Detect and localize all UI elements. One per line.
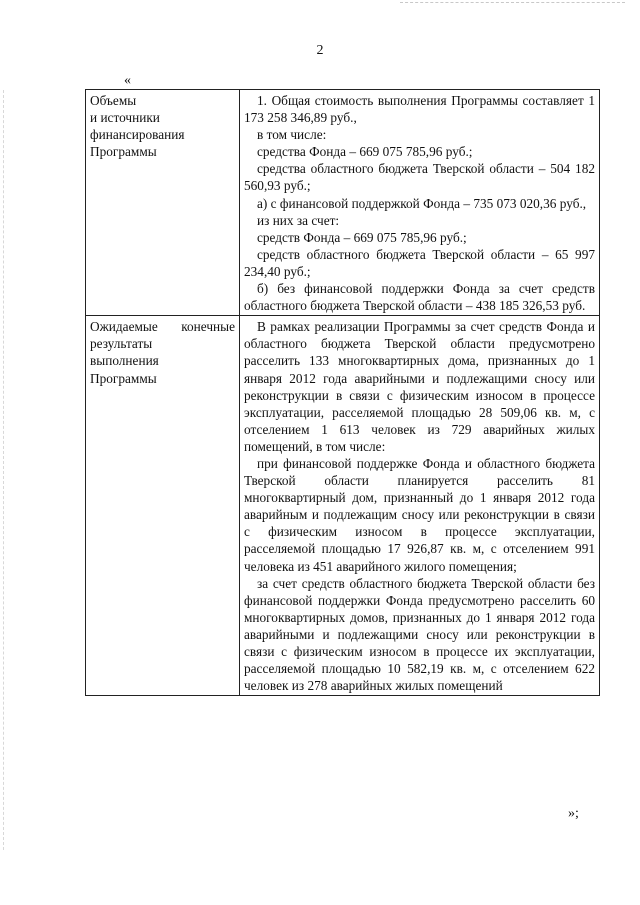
label-line: Программы — [90, 144, 157, 160]
scan-edge-left — [3, 90, 4, 850]
value-cell-financing — [240, 90, 600, 316]
label-line: Программы — [90, 370, 157, 386]
label-line: Ожидаемые конечные — [90, 319, 235, 335]
label-line: Объемы — [90, 93, 137, 108]
label-cell-financing — [86, 90, 240, 316]
paragraph: В рамках реализации Программы за счет средств Фонда и областного бюджета Тверской области предусмотрено расселить 133 многоквартирных дома, признанных до 1 января 2012 года аварийными и подлежащими сносу или реконструкции в связи с физическим износом в процессе эксплуатации, расселяемой площадью 28 509,06 кв. м, с отселением 1 613 человек из 729 аварийных жилых помещений, в том числе: — [244, 319, 595, 454]
paragraph: средств Фонда – 669 075 785,96 руб.; — [257, 229, 467, 245]
label-line: результаты — [90, 336, 153, 352]
paragraph: из них за счет: — [257, 212, 340, 228]
table-row-financing — [86, 90, 600, 316]
label-line: и источники — [90, 110, 160, 126]
label-cell-results — [86, 316, 240, 696]
paragraph: средства Фонда – 669 075 785,96 руб.; — [257, 144, 473, 160]
opening-quote-mark: « — [124, 73, 131, 88]
label-line: выполнения — [90, 353, 159, 369]
program-passport-table — [85, 89, 600, 696]
paragraph: средств областного бюджета Тверской области – 65 997 234,40 руб.; — [244, 246, 595, 279]
table-row-results — [86, 316, 600, 696]
paragraph: а) с финансовой поддержкой Фонда – 735 073 020,36 руб., — [257, 195, 587, 211]
paragraph: 1. Общая стоимость выполнения Программы составляет 1 173 258 346,89 руб., — [244, 93, 595, 126]
closing-quote-mark: »; — [568, 806, 579, 821]
paragraph: за счет средств областного бюджета Тверской области без финансовой поддержки Фонда предусмотрено расселить 60 многоквартирных домов, признанных до 1 января 2012 года аварийными и подлежащими сносу или реконструкции в связи с физическим износом в процессе их эксплуатации, расселяемой площадью 10 582,19 кв. м, с отселением 622 человек из 278 аварийных жилых помещений — [244, 575, 595, 694]
paragraph: при финансовой поддержке Фонда и областного бюджета Тверской области планируется расселить 81 многоквартирный дом, признанный до 1 января 2012 года аварийным и подлежащим сносу или реконструкции в связи с физическим износом в процессе эксплуатации, расселяемой площадью 17 926,87 кв. м, с отселением 991 человека из 451 аварийного жилого помещения; — [244, 455, 595, 574]
value-cell-results — [240, 316, 600, 696]
paragraph: б) без финансовой поддержки Фонда за счет средств областного бюджета Тверской области – 438 185 326,53 руб. — [244, 281, 595, 314]
paragraph: в том числе: — [257, 127, 327, 143]
label-line: финансирования — [90, 127, 185, 143]
paragraph: средства областного бюджета Тверской области – 504 182 560,93 руб.; — [244, 161, 595, 194]
page-number: 2 — [316, 43, 324, 58]
scan-edge-top — [400, 2, 625, 3]
